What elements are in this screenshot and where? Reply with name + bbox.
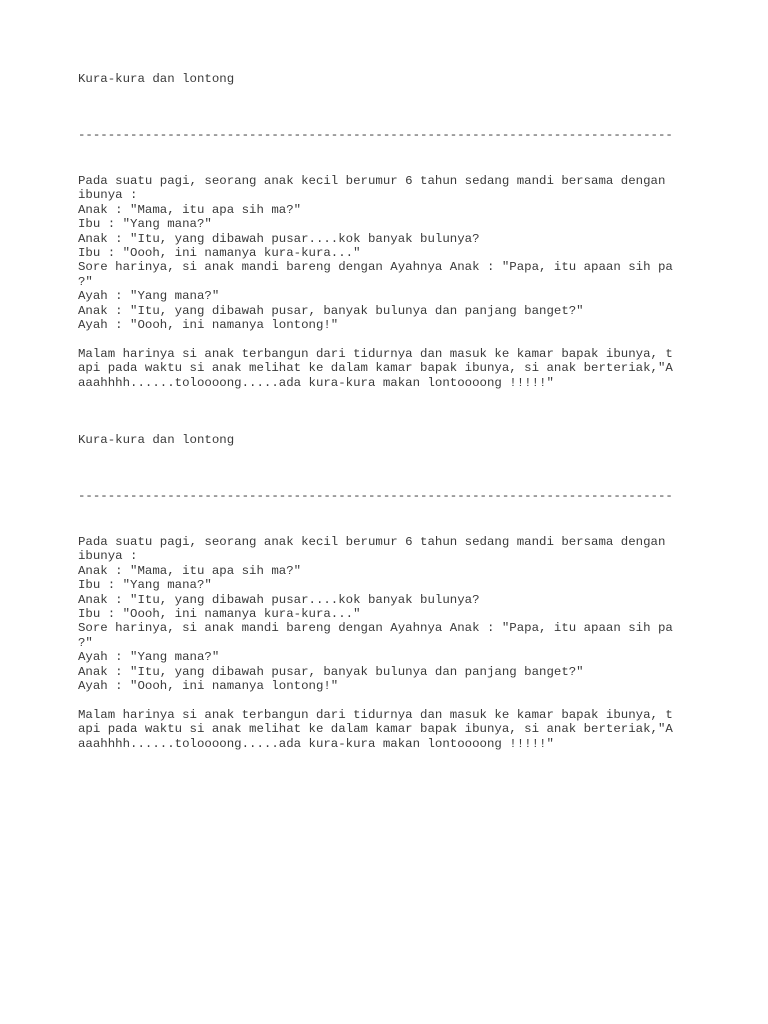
divider-line-repeat: [78, 489, 718, 503]
story-line: Sore harinya, si anak mandi bareng dengan Ayahnya Anak : "Papa, itu apaan sih pa: [78, 260, 673, 275]
story-line: Ibu : "Oooh, ini namanya kura-kura...": [78, 606, 361, 621]
story-paragraph-repeat: [78, 535, 718, 693]
divider-line: [78, 128, 718, 142]
ending-line: Malam harinya si anak terbangun dari tidurnya dan masuk ke kamar bapak ibunya, t: [78, 708, 673, 722]
story-line: Ibu : "Oooh, ini namanya kura-kura...": [78, 245, 361, 260]
divider-text: --------------------------------------------------------------------------------: [78, 489, 673, 503]
story-paragraph: [78, 174, 718, 332]
story-line: Sore harinya, si anak mandi bareng dengan Ayahnya Anak : "Papa, itu apaan sih pa: [78, 621, 673, 636]
story-line: Pada suatu pagi, seorang anak kecil berumur 6 tahun sedang mandi bersama dengan: [78, 174, 666, 188]
story-line: Ayah : "Yang mana?": [78, 650, 220, 665]
story-line: Anak : "Mama, itu apa sih ma?": [78, 202, 302, 217]
ending-paragraph: [78, 347, 718, 390]
story-line: Anak : "Itu, yang dibawah pusar, banyak bulunya dan panjang banget?": [78, 303, 584, 318]
story-line: Ibu : "Yang mana?": [78, 578, 212, 593]
story-line: Anak : "Mama, itu apa sih ma?": [78, 563, 302, 578]
story-line: Anak : "Itu, yang dibawah pusar, banyak bulunya dan panjang banget?": [78, 664, 584, 679]
story-line: Ayah : "Oooh, ini namanya lontong!": [78, 317, 339, 332]
title-text: Kura-kura dan lontong: [78, 433, 235, 447]
story-line: Ayah : "Oooh, ini namanya lontong!": [78, 678, 339, 693]
title-text: Kura-kura dan lontong: [78, 72, 235, 86]
story-line: Ayah : "Yang mana?": [78, 289, 220, 304]
ending-paragraph-repeat: [78, 708, 718, 751]
story-line: ibunya :: [78, 188, 138, 203]
story-line: Pada suatu pagi, seorang anak kecil berumur 6 tahun sedang mandi bersama dengan: [78, 535, 666, 549]
story-line: ?": [78, 635, 93, 650]
story-line: ibunya :: [78, 549, 138, 564]
ending-line: aaahhhh......toloooong.....ada kura-kura makan lontoooong !!!!!": [78, 736, 554, 751]
document-title-repeat: [78, 433, 718, 447]
ending-line: Malam harinya si anak terbangun dari tidurnya dan masuk ke kamar bapak ibunya, t: [78, 347, 673, 361]
ending-line: api pada waktu si anak melihat ke dalam kamar bapak ibunya, si anak berteriak,"A: [78, 722, 673, 737]
document-title: [78, 72, 718, 86]
story-line: Ibu : "Yang mana?": [78, 217, 212, 232]
ending-line: api pada waktu si anak melihat ke dalam kamar bapak ibunya, si anak berteriak,"A: [78, 361, 673, 376]
divider-text: --------------------------------------------------------------------------------: [78, 128, 673, 142]
story-line: ?": [78, 274, 93, 289]
story-line: Anak : "Itu, yang dibawah pusar....kok banyak bulunya?: [78, 592, 480, 607]
story-line: Anak : "Itu, yang dibawah pusar....kok banyak bulunya?: [78, 231, 480, 246]
ending-line: aaahhhh......toloooong.....ada kura-kura makan lontoooong !!!!!": [78, 375, 554, 390]
